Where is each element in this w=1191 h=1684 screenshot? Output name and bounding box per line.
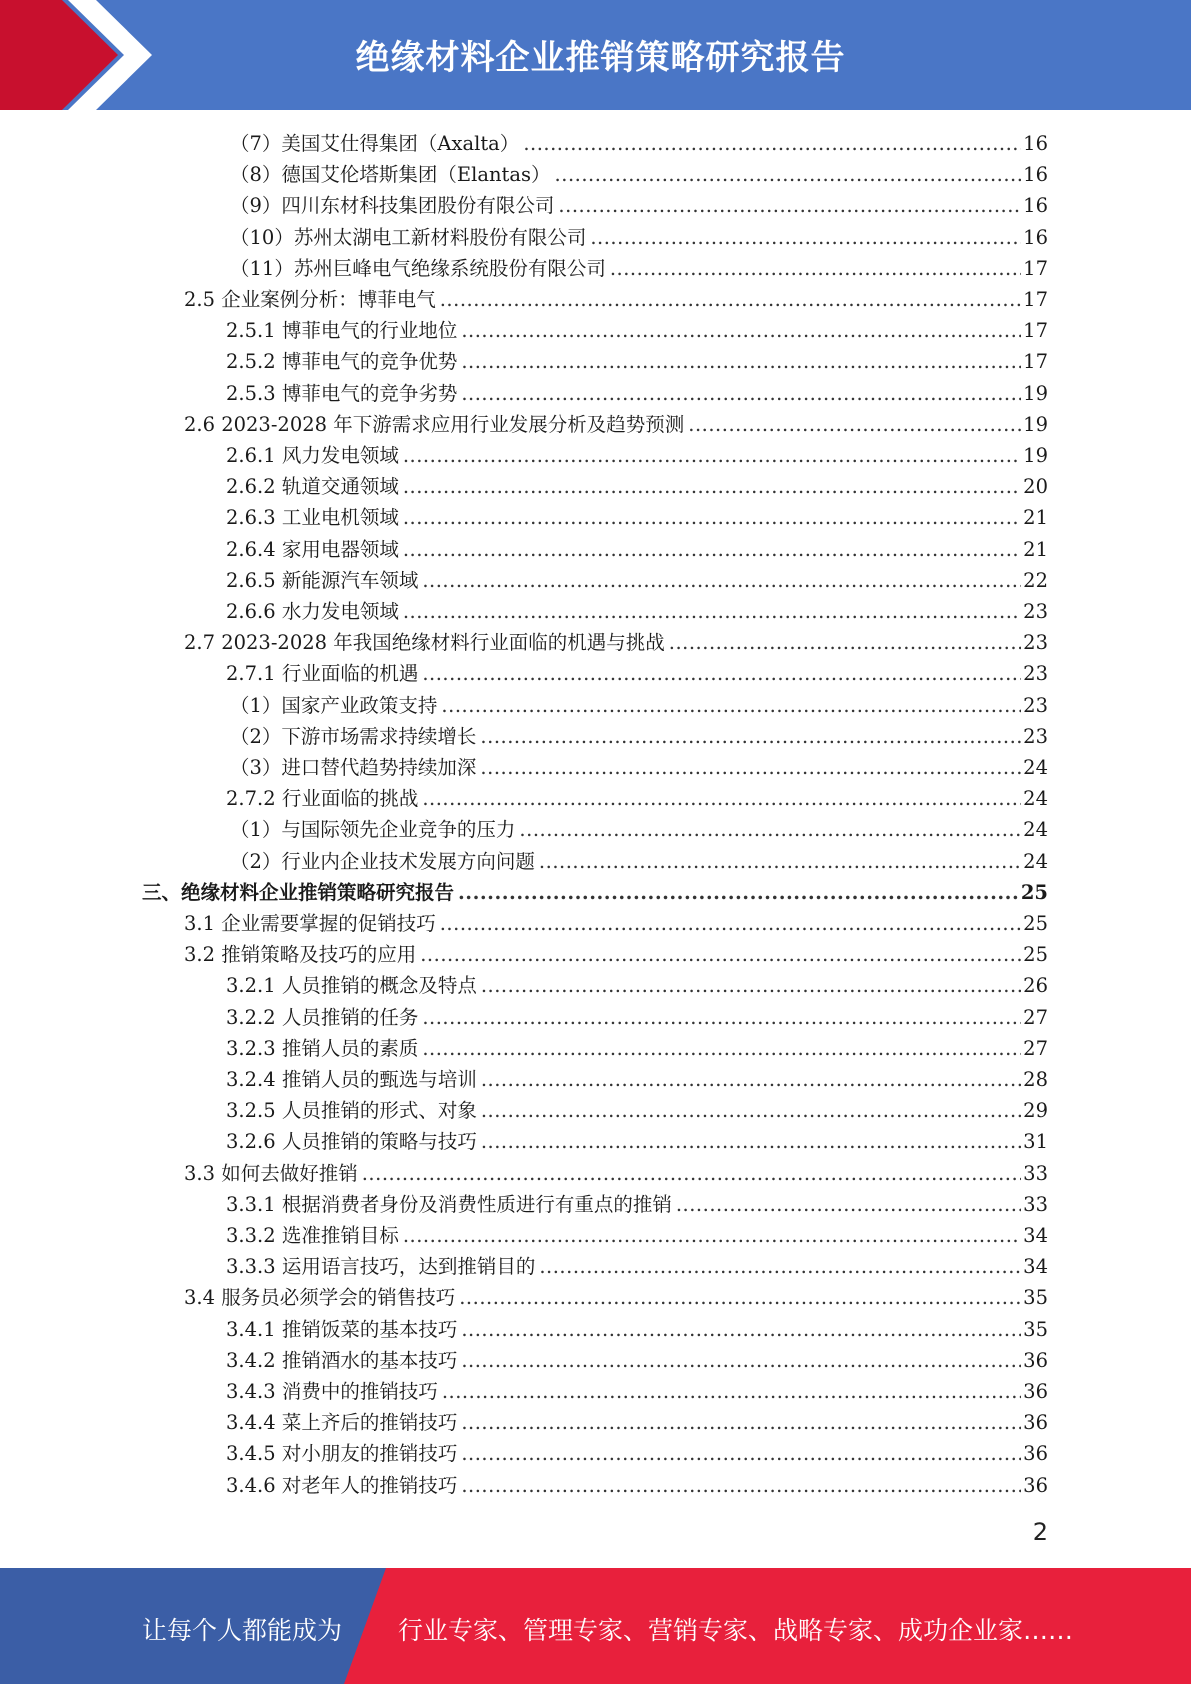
toc-entry-label: 3.4.5 对小朋友的推销技巧 xyxy=(226,1442,458,1466)
toc-entry-page: 27 xyxy=(1023,1005,1048,1029)
toc-entry-label: 3.4.6 对老年人的推销技巧 xyxy=(226,1473,458,1497)
toc-entry[interactable] xyxy=(226,502,1048,533)
toc-entry[interactable] xyxy=(184,284,1048,315)
toc-entry[interactable] xyxy=(226,1095,1048,1126)
toc-entry-page: 24 xyxy=(1023,756,1048,779)
toc-entry-label: （9）四川东材科技集团股份有限公司 xyxy=(230,194,555,218)
toc-entry-label: 2.6.6 水力发电领域 xyxy=(226,600,399,623)
toc-entry[interactable] xyxy=(142,877,1048,908)
toc-entry-page: 33 xyxy=(1023,1192,1048,1216)
toc-dot-leader xyxy=(461,1474,1021,1497)
toc-entry[interactable] xyxy=(226,565,1048,596)
toc-entry-page: 16 xyxy=(1023,163,1048,187)
toc-entry[interactable] xyxy=(226,1438,1048,1469)
toc-entry-label: 3.3.3 运用语言技巧，达到推销目的 xyxy=(226,1255,536,1279)
toc-entry-label: （7）美国艾仕得集团（Axalta） xyxy=(230,132,520,155)
toc-entry-label: 3.4.3 消费中的推销技巧 xyxy=(226,1380,438,1403)
toc-entry-page: 25 xyxy=(1023,943,1048,967)
toc-entry-page: 24 xyxy=(1023,787,1048,811)
toc-dot-leader xyxy=(481,974,1021,997)
toc-entry-label: 2.6.2 轨道交通领域 xyxy=(226,475,399,499)
toc-entry[interactable] xyxy=(226,315,1048,346)
toc-dot-leader xyxy=(403,475,1021,498)
toc-entry-page: 19 xyxy=(1023,381,1048,405)
toc-dot-leader xyxy=(555,163,1022,186)
toc-dot-leader xyxy=(440,912,1021,935)
toc-dot-leader xyxy=(362,1162,1021,1185)
toc-entry-page: 23 xyxy=(1023,693,1048,717)
toc-dot-leader xyxy=(461,319,1021,342)
toc-entry-page: 17 xyxy=(1023,350,1048,374)
toc-entry[interactable] xyxy=(230,814,1048,845)
toc-entry[interactable] xyxy=(226,970,1048,1001)
toc-entry[interactable] xyxy=(226,440,1048,471)
toc-entry[interactable] xyxy=(230,846,1048,877)
toc-entry-page: 36 xyxy=(1023,1411,1048,1435)
toc-entry-page: 16 xyxy=(1023,132,1048,155)
toc-dot-leader xyxy=(461,1349,1021,1372)
toc-entry[interactable] xyxy=(226,1376,1048,1407)
toc-dot-leader xyxy=(480,725,1021,748)
toc-entry[interactable] xyxy=(226,1033,1048,1064)
toc-entry-label: 2.5 企业案例分析：博菲电气 xyxy=(184,288,436,311)
toc-entry-page: 34 xyxy=(1023,1224,1048,1247)
toc-entry[interactable] xyxy=(184,1158,1048,1189)
toc-entry[interactable] xyxy=(230,222,1048,253)
toc-dot-leader xyxy=(403,1224,1021,1247)
toc-entry-label: （2）行业内企业技术发展方向问题 xyxy=(230,849,535,873)
toc-entry-label: 3.3 如何去做好推销 xyxy=(184,1161,358,1185)
toc-entry[interactable] xyxy=(226,346,1048,377)
toc-entry-page: 25 xyxy=(1023,912,1048,935)
toc-dot-leader xyxy=(422,1037,1021,1060)
toc-entry[interactable] xyxy=(226,1126,1048,1157)
toc-entry-label: 3.4.2 推销酒水的基本技巧 xyxy=(226,1348,458,1372)
toc-entry[interactable] xyxy=(226,658,1048,689)
toc-entry-page: 21 xyxy=(1023,537,1048,561)
toc-entry-page: 23 xyxy=(1023,724,1048,748)
toc-dot-leader xyxy=(461,1411,1021,1434)
toc-entry-label: 2.5.2 博菲电气的竞争优势 xyxy=(226,350,458,374)
toc-entry[interactable] xyxy=(226,1251,1048,1282)
toc-entry-page: 23 xyxy=(1023,600,1048,623)
toc-entry[interactable] xyxy=(226,1345,1048,1376)
page-number: 2 xyxy=(1032,1518,1048,1546)
toc-entry[interactable] xyxy=(226,1314,1048,1345)
toc-dot-leader xyxy=(481,1130,1021,1153)
toc-entry-label: 2.7.2 行业面临的挑战 xyxy=(226,787,419,811)
toc-entry-page: 21 xyxy=(1023,506,1048,530)
toc-dot-leader xyxy=(458,881,1019,904)
toc-dot-leader xyxy=(590,226,1021,249)
toc-dot-leader xyxy=(676,1193,1021,1216)
toc-entry[interactable] xyxy=(184,908,1048,939)
toc-dot-leader xyxy=(422,787,1021,810)
toc-entry-label: 2.6 2023-2028 年下游需求应用行业发展分析及趋势预测 xyxy=(184,412,685,436)
toc-entry-label: 3.3.1 根据消费者身份及消费性质进行有重点的推销 xyxy=(226,1192,672,1216)
toc-entry-page: 19 xyxy=(1023,444,1048,467)
toc-dot-leader xyxy=(442,1380,1021,1403)
page-header xyxy=(0,0,1191,110)
toc-entry-label: 2.6.4 家用电器领域 xyxy=(226,537,399,561)
toc-entry[interactable] xyxy=(230,253,1048,284)
toc-entry[interactable] xyxy=(226,1470,1048,1501)
toc-dot-leader xyxy=(441,694,1021,717)
toc-entry[interactable] xyxy=(226,471,1048,502)
toc-entry-label: 3.2.6 人员推销的策略与技巧 xyxy=(226,1130,477,1154)
footer-slogan-right: 行业专家、管理专家、营销专家、战略专家、成功企业家…… xyxy=(398,1616,1074,1645)
footer-slogan-left: 让每个人都能成为 xyxy=(142,1616,343,1645)
toc-entry-label: 2.6.1 风力发电领域 xyxy=(226,444,399,467)
toc-entry-label: （10）苏州太湖电工新材料股份有限公司 xyxy=(230,225,587,249)
header-title: 绝缘材料企业推销策略研究报告 xyxy=(355,38,846,78)
toc-entry-label: 3.2.1 人员推销的概念及特点 xyxy=(226,974,477,998)
toc-entry[interactable] xyxy=(230,752,1048,783)
toc-entry[interactable] xyxy=(230,721,1048,752)
toc-entry[interactable] xyxy=(226,534,1048,565)
toc-entry-page: 23 xyxy=(1023,631,1048,655)
toc-dot-leader xyxy=(558,194,1021,217)
toc-entry-label: （8）德国艾伦塔斯集团（Elantas） xyxy=(230,163,551,187)
toc-entry-label: 三、绝缘材料企业推销策略研究报告 xyxy=(142,880,455,904)
toc-entry[interactable] xyxy=(184,1282,1048,1313)
toc-entry-page: 22 xyxy=(1023,568,1048,592)
toc-entry[interactable] xyxy=(230,128,1048,159)
toc-entry-label: （11）苏州巨峰电气绝缘系统股份有限公司 xyxy=(230,256,606,280)
toc-entry-page: 29 xyxy=(1023,1099,1048,1123)
toc-dot-leader xyxy=(422,569,1021,592)
toc-entry-label: 2.6.3 工业电机领域 xyxy=(226,506,399,530)
toc-dot-leader xyxy=(461,1318,1021,1341)
toc-entry-label: （1）与国际领先企业竞争的压力 xyxy=(230,818,516,842)
toc-entry-page: 35 xyxy=(1023,1286,1048,1310)
toc-entry-page: 16 xyxy=(1023,225,1048,249)
toc-entry[interactable] xyxy=(184,409,1048,440)
toc-entry[interactable] xyxy=(226,1407,1048,1438)
toc-dot-leader xyxy=(459,1286,1021,1309)
toc-entry[interactable] xyxy=(226,1064,1048,1095)
toc-entry-label: （3）进口替代趋势持续加深 xyxy=(230,756,477,779)
toc-dot-leader xyxy=(523,132,1021,155)
toc-entry-page: 19 xyxy=(1023,412,1048,436)
toc-entry-label: （2）下游市场需求持续增长 xyxy=(230,724,477,748)
toc-entry[interactable] xyxy=(230,190,1048,221)
toc-entry-page: 24 xyxy=(1023,818,1048,842)
toc-entry-label: 2.7.1 行业面临的机遇 xyxy=(226,662,419,686)
toc-dot-leader xyxy=(610,257,1021,280)
toc-dot-leader xyxy=(519,818,1021,841)
toc-entry-label: 3.3.2 选准推销目标 xyxy=(226,1224,399,1247)
toc-entry-label: 2.5.1 博菲电气的行业地位 xyxy=(226,319,458,343)
toc-entry-page: 26 xyxy=(1023,974,1048,998)
toc-entry-label: 3.1 企业需要掌握的促销技巧 xyxy=(184,912,436,935)
toc-entry[interactable] xyxy=(226,1002,1048,1033)
toc-dot-leader xyxy=(420,943,1021,966)
toc-entry-label: 2.7 2023-2028 年我国绝缘材料行业面临的机遇与挑战 xyxy=(184,631,665,655)
toc-entry-label: 3.2.3 推销人员的素质 xyxy=(226,1036,419,1060)
toc-dot-leader xyxy=(422,662,1021,685)
toc-entry-page: 17 xyxy=(1023,319,1048,343)
toc-entry[interactable] xyxy=(226,1189,1048,1220)
toc-entry-label: 3.4.4 菜上齐后的推销技巧 xyxy=(226,1411,458,1435)
toc-dot-leader xyxy=(481,1068,1021,1091)
toc-dot-leader xyxy=(688,413,1021,436)
toc-entry-label: 3.2.4 推销人员的甄选与培训 xyxy=(226,1068,477,1091)
toc-entry-label: 2.5.3 博菲电气的竞争劣势 xyxy=(226,381,458,405)
toc-entry[interactable] xyxy=(226,378,1048,409)
toc-entry-page: 33 xyxy=(1023,1161,1048,1185)
toc-dot-leader xyxy=(461,350,1021,373)
toc-entry[interactable] xyxy=(184,627,1048,658)
toc-entry-page: 36 xyxy=(1023,1473,1048,1497)
toc-entry[interactable] xyxy=(226,783,1048,814)
toc-entry[interactable] xyxy=(230,159,1048,190)
toc-entry-label: （1）国家产业政策支持 xyxy=(230,693,438,717)
toc-dot-leader xyxy=(481,1099,1021,1122)
toc-dot-leader xyxy=(461,1442,1021,1465)
toc-dot-leader xyxy=(669,631,1021,654)
toc-dot-leader xyxy=(539,850,1021,873)
toc-entry-page: 25 xyxy=(1020,880,1048,904)
toc-entry-label: 3.4.1 推销饭菜的基本技巧 xyxy=(226,1317,458,1341)
toc-entry-page: 35 xyxy=(1023,1317,1048,1341)
toc-entry-page: 36 xyxy=(1023,1380,1048,1403)
toc-entry-page: 23 xyxy=(1023,662,1048,686)
toc-dot-leader xyxy=(440,288,1021,311)
toc-entry-label: 3.2 推销策略及技巧的应用 xyxy=(184,943,417,967)
toc-dot-leader xyxy=(403,538,1021,561)
toc-entry[interactable] xyxy=(226,596,1048,627)
toc-entry[interactable] xyxy=(184,939,1048,970)
toc-dot-leader xyxy=(403,506,1021,529)
toc-entry-page: 17 xyxy=(1023,256,1048,280)
toc-entry-page: 17 xyxy=(1023,288,1048,311)
toc-entry-label: 3.4 服务员必须学会的销售技巧 xyxy=(184,1286,456,1310)
toc-entry-page: 27 xyxy=(1023,1036,1048,1060)
toc-entry-page: 31 xyxy=(1023,1130,1048,1154)
toc-entry-label: 2.6.5 新能源汽车领域 xyxy=(226,568,419,592)
toc-entry-page: 28 xyxy=(1023,1068,1048,1091)
toc-dot-leader xyxy=(403,444,1021,467)
toc-entry-page: 34 xyxy=(1023,1255,1048,1279)
toc-entry[interactable] xyxy=(230,690,1048,721)
toc-entry-page: 36 xyxy=(1023,1442,1048,1466)
toc-entry-page: 20 xyxy=(1023,475,1048,499)
toc-dot-leader xyxy=(422,1006,1021,1029)
page-footer xyxy=(0,1568,1191,1684)
toc-entry-page: 16 xyxy=(1023,194,1048,218)
toc-dot-leader xyxy=(403,600,1021,623)
toc-entry[interactable] xyxy=(226,1220,1048,1251)
toc-entry-label: 3.2.5 人员推销的形式、对象 xyxy=(226,1099,477,1123)
toc-dot-leader xyxy=(480,756,1021,779)
toc-dot-leader xyxy=(539,1255,1021,1278)
toc-entry-page: 36 xyxy=(1023,1348,1048,1372)
toc-entry-label: 3.2.2 人员推销的任务 xyxy=(226,1005,419,1029)
toc-dot-leader xyxy=(461,382,1021,405)
toc-entry-page: 24 xyxy=(1023,849,1048,873)
